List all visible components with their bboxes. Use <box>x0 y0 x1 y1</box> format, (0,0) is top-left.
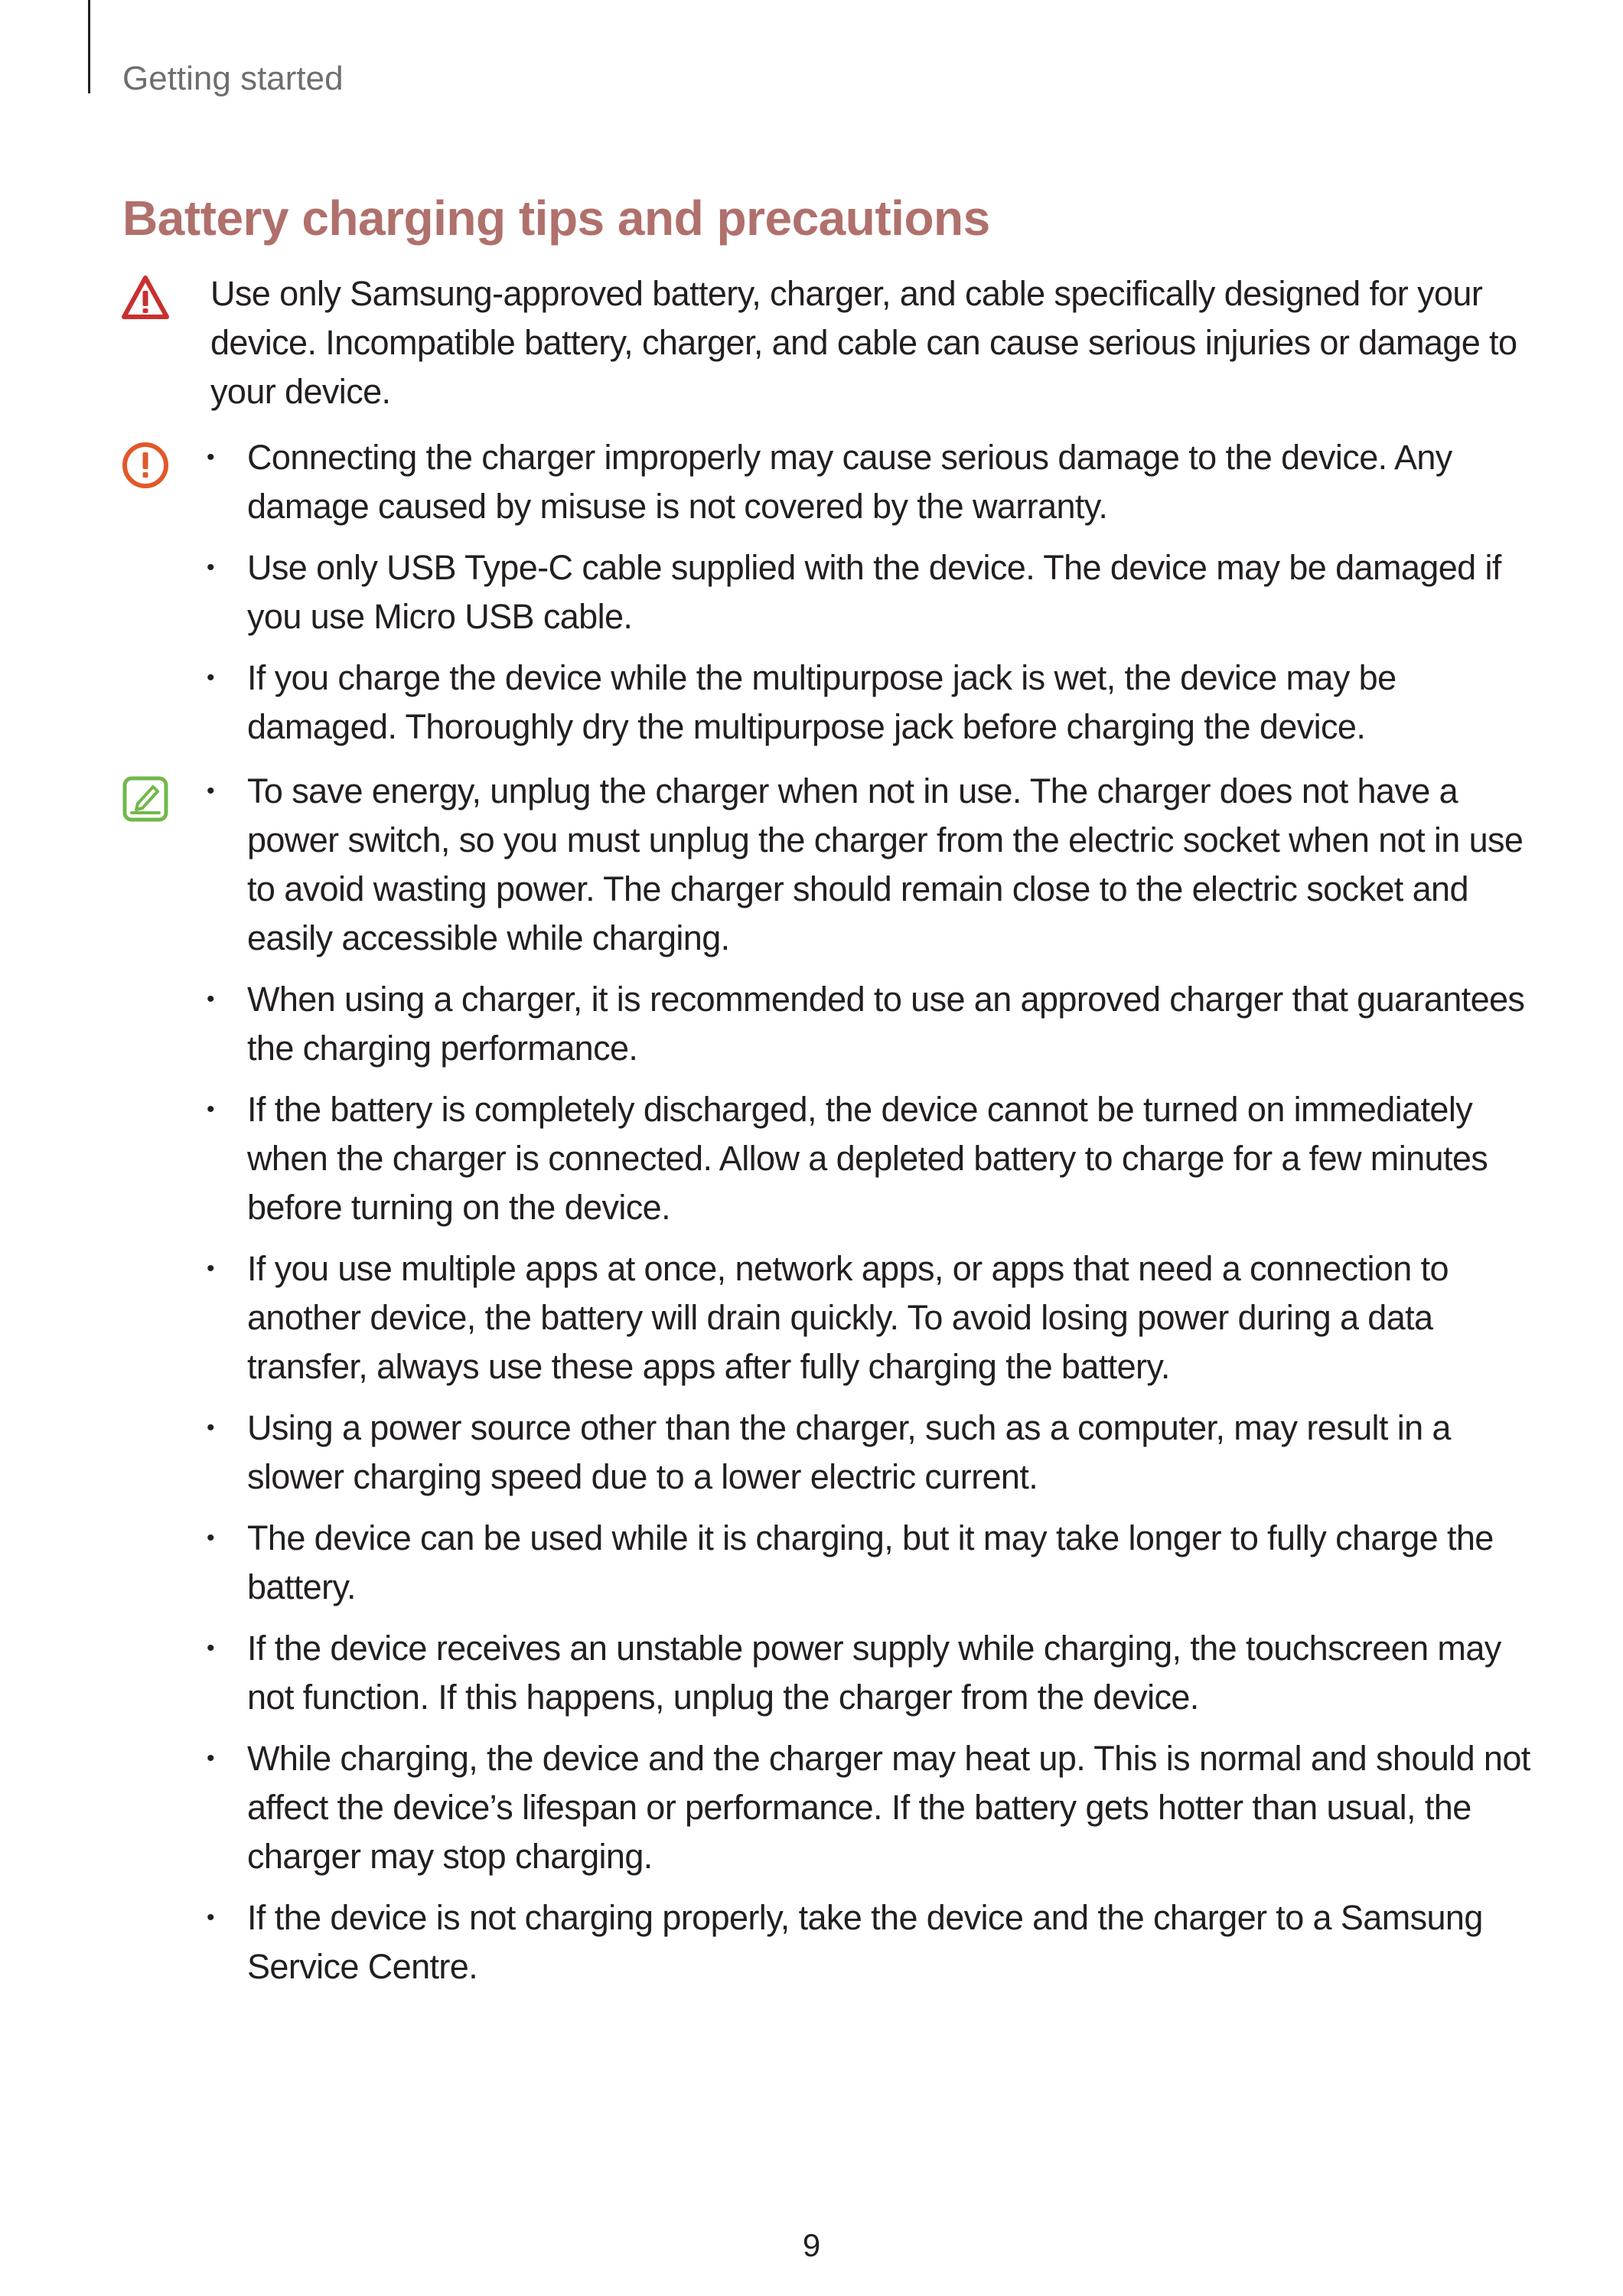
list-item-text: Using a power source other than the charger, such as a computer, may result in a slower charging speed due to a lower electric current. <box>247 1408 1451 1496</box>
list-item-text: If you use multiple apps at once, network apps, or apps that need a connection to another device, the battery will drain quickly. To avoid losing power during a data transfer, always use these apps after fully charging the battery. <box>247 1249 1449 1386</box>
list-item <box>207 1514 1530 1612</box>
list-item <box>207 433 1530 531</box>
notes-list <box>207 767 1530 2004</box>
list-item-text: To save energy, unplug the charger when not in use. The charger does not have a power switch, so you must unplug the charger from the electric socket when not in use to avoid wasting power. The charger should remain close to the electric socket and easily accessible while charging. <box>247 771 1524 957</box>
warning-text: Use only Samsung-approved battery, charger, and cable specifically designed for your device. Incompatible battery, charger, and cable can cause serious injuries or damage to your device. <box>210 274 1517 411</box>
list-item <box>207 543 1530 641</box>
bullet: • <box>207 1097 214 1122</box>
list-item-text: If the device receives an unstable power supply while charging, the touchscreen may not function. If this happens, unplug the charger from the device. <box>247 1629 1501 1717</box>
warning-triangle-icon <box>121 274 170 323</box>
list-item-text: If the device is not charging properly, take the device and the charger to a Samsung Service Centre. <box>247 1898 1483 1986</box>
bullet: • <box>207 665 214 690</box>
list-item <box>207 975 1530 1073</box>
list-item <box>207 1893 1530 1991</box>
bullet: • <box>207 778 214 804</box>
list-item-text: Connecting the charger improperly may cause serious damage to the device. Any damage caused by misuse is not covered by the warranty. <box>247 438 1452 526</box>
list-item <box>207 767 1530 963</box>
caution-exclamation-icon <box>121 441 170 490</box>
bullet: • <box>207 1746 214 1771</box>
note-pencil-icon <box>121 775 170 823</box>
bullet: • <box>207 1525 214 1551</box>
list-item <box>207 1085 1530 1232</box>
list-item-text: When using a charger, it is recommended to use an approved charger that guarantees the charging performance. <box>247 980 1525 1068</box>
bullet: • <box>207 987 214 1012</box>
page-title: Battery charging tips and precautions <box>122 191 990 246</box>
bullet: • <box>207 445 214 470</box>
section-label: Getting started <box>122 60 344 97</box>
list-item-text: If the battery is completely discharged, the device cannot be turned on immediately when the charger is connected. Allow a depleted battery to charge for a few minutes before turning on the device. <box>247 1090 1488 1227</box>
list-item <box>207 1734 1530 1881</box>
list-item <box>207 1244 1530 1391</box>
list-item <box>207 1624 1530 1722</box>
bullet: • <box>207 1636 214 1661</box>
bullet: • <box>207 555 214 580</box>
bullet: • <box>207 1415 214 1440</box>
list-item-text: The device can be used while it is charging, but it may take longer to fully charge the battery. <box>247 1518 1494 1606</box>
bullet: • <box>207 1905 214 1930</box>
caution-list <box>207 433 1530 764</box>
list-item-text: While charging, the device and the charger may heat up. This is normal and should not affect the device’s lifespan or performance. If the battery gets hotter than usual, the charger may stop charging. <box>247 1739 1530 1876</box>
page-number: 9 <box>802 2227 821 2263</box>
list-item <box>207 654 1530 752</box>
list-item-text: If you charge the device while the multipurpose jack is wet, the device may be damaged. Thoroughly dry the multipurpose jack before charging the device. <box>247 658 1396 746</box>
bullet: • <box>207 1256 214 1281</box>
list-item-text: Use only USB Type-C cable supplied with the device. The device may be damaged if you use Micro USB cable. <box>247 548 1501 636</box>
header-rule <box>88 0 90 93</box>
list-item <box>207 1404 1530 1502</box>
